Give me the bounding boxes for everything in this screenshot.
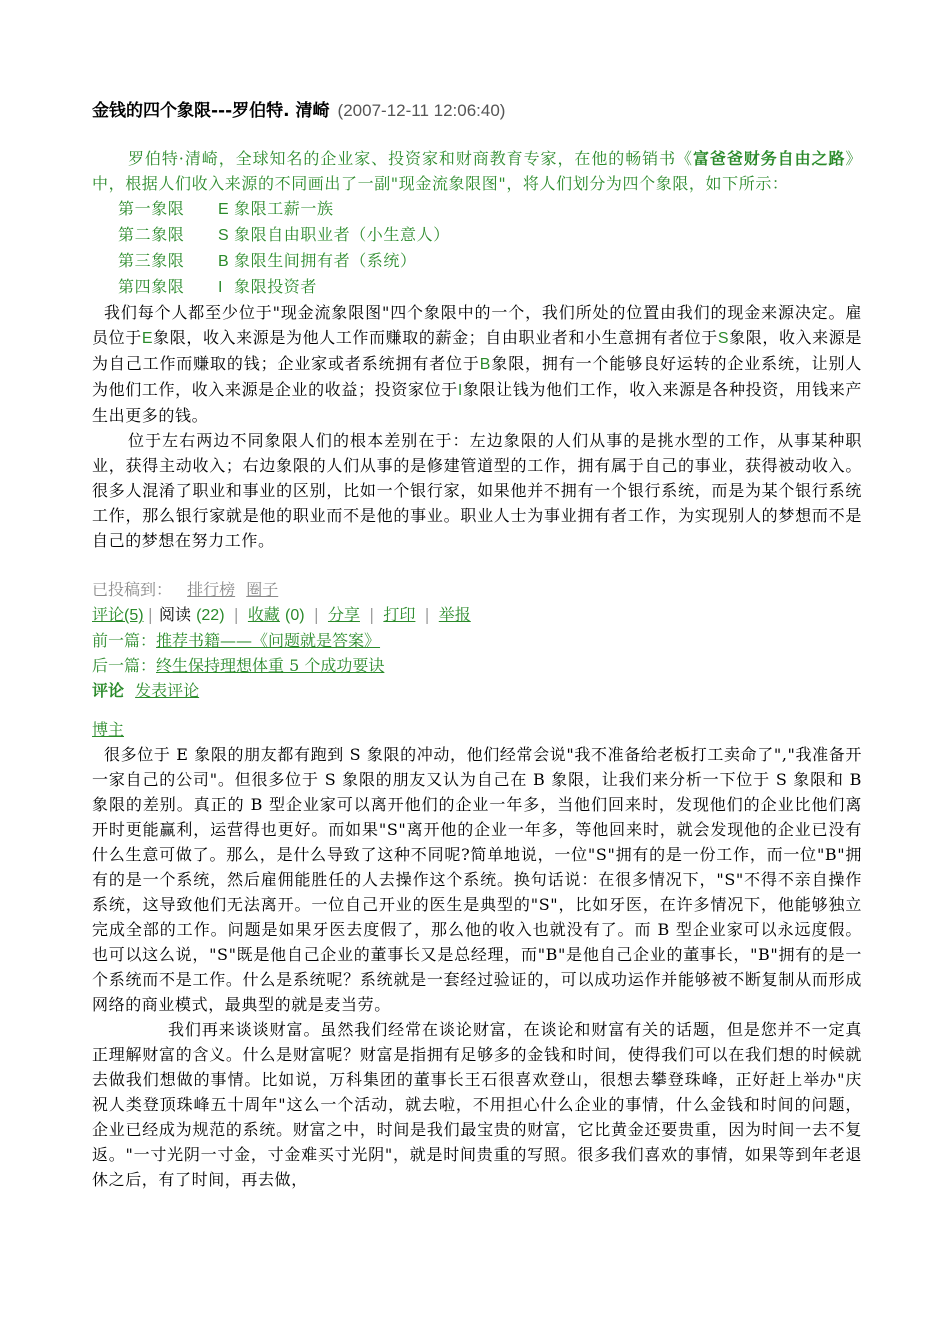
article-date: (2007-12-11 12:06:40): [337, 101, 506, 120]
spacer: [92, 553, 862, 577]
quadrant-letter: S: [218, 227, 230, 244]
quadrant-desc: 象限工薪一族: [234, 199, 334, 218]
book-title: 富爸爸财务自由之路: [692, 149, 846, 168]
action-row: [92, 602, 862, 628]
p1-letter-i: I: [457, 382, 463, 399]
p1-text: 象限，拥有一个能够良好运转的企业系统，让别人为他们工作，收入来源是企业的收益；投资家位于: [92, 354, 863, 399]
submitted-row: [92, 577, 862, 602]
next-label: 后一篇：: [92, 656, 157, 675]
intro-text-b: 》中，根据人们收入来源的不同画出了一副"现金流象限图"，将人们划分为四个象限，如下所示：: [92, 149, 862, 193]
quadrant-letter: B: [218, 253, 230, 270]
quadrant-item: [92, 196, 862, 222]
body-paragraph-1: [92, 300, 862, 428]
divider: |: [313, 605, 319, 624]
p1-text: 象限，收入来源是为他人工作而赚取的薪金；自由职业者和小生意拥有者位于: [153, 328, 718, 347]
print-link[interactable]: 打印: [383, 605, 416, 624]
comment-author-link[interactable]: 博主: [92, 720, 125, 739]
comments-label: 评论: [92, 681, 125, 700]
p1-text: 我们每个人都至少位于"现金流象限图"四个象限中的一个，我们所处的位置由我们的现金来源决定。雇员位于: [92, 303, 862, 347]
quadrant-label: 第四象限: [118, 277, 185, 296]
circle-wrap: [246, 580, 278, 599]
rank-wrap: [187, 580, 235, 599]
submitted-label: [92, 580, 172, 599]
p1-letter-e: E: [141, 330, 154, 347]
favorite-count: (0): [285, 607, 305, 624]
quadrant-label: 第三象限: [118, 251, 185, 270]
next-post-row: [92, 653, 862, 678]
quadrant-desc: 象限自由职业者（小生意人）: [234, 225, 450, 244]
divider: |: [147, 605, 153, 624]
prev-post-row: [92, 628, 862, 653]
rank-link[interactable]: 排行榜: [187, 580, 236, 599]
divider: |: [424, 605, 430, 624]
p1-text: 象限让钱为他们工作，收入来源是各种投资，用钱来产生出更多的钱。: [92, 380, 862, 425]
comments-row: [92, 678, 862, 703]
article-title: 金钱的四个象限---罗伯特. 清崎: [92, 101, 330, 121]
title-row: [92, 98, 862, 124]
quadrant-item: [92, 222, 862, 248]
article-content: [92, 98, 862, 1192]
comment-paragraph-2: 我们再来谈谈财富。虽然我们经常在谈论财富，在谈论和财富有关的话题，但是您并不一定真正理解财富的含义。什么是财富呢？财富是指拥有足够多的金钱和时间，使得我们可以在我们想的时候就去做我们想做的事情。比如说，万科集团的董事长王石很喜欢登山，很想去攀登珠峰，正好赶上举办"庆祝人类登顶珠峰五十周年"这么一个活动，就去啦，不用担心什么企业的事情，什么金钱和时间的问题，企业已经成为规范的系统。财富之中，时间是我们最宝贵的财富，它比黄金还要贵重，因为时间一去不复返。"一寸光阴一寸金，寸金难买寸光阴"，就是时间贵重的写照。很多我们喜欢的事情，如果等到年老退休之后，有了时间，再去做，: [92, 1020, 862, 1189]
next-post-link[interactable]: 终生保持理想体重 5 个成功要诀: [156, 656, 385, 675]
quadrant-item: [92, 248, 862, 274]
p1-letter-b: B: [479, 356, 492, 373]
quadrant-item: [92, 274, 862, 300]
p1-text: 象限，收入来源是为自己工作而赚取的钱；企业家或者系统拥有者位于: [92, 328, 862, 373]
read-count: (22): [196, 607, 225, 624]
intro-paragraph: [92, 146, 862, 196]
divider: |: [233, 605, 239, 624]
comment-paragraph-1: 很多位于 E 象限的朋友都有跑到 S 象限的冲动，他们经常会说"我不准备给老板打工卖命了","我准备开一家自己的公司"。但很多位于 S 象限的朋友又认为自己在 B 象限，让我们来分析一下位于 S 象限和 B 象限的差别。真正的 B 型企业家可以离开他们的企业一年多，当他们回来时，发现他们的企业比他们离开时更能赢利，运营得也更好。而如果"S"离开他的企业一年多，等他回来时，就会发现他的企业已没有什么生意可做了。那么，是什么导致了这种不同呢?简单地说，一位"S"拥有的是一份工作，而一位"B"拥有的是一个系统，然后雇佣能胜任的人去操作这个系统。换句话说：在很多情况下，"S"不得不亲自操作系统，这导致他们无法离开。一位自己开业的医生是典型的"S"，比如牙医，在许多情况下，他能够独立完成全部的工作。问题是如果牙医去度假了，那么他的收入也就没有了。而 B 型企业家可以永远度假。也可以这么说，"S"既是他自己企业的董事长又是总经理，而"B"是他自己企业的董事长，"B"拥有的是一个系统而不是工作。什么是系统呢？系统就是一套经过验证的，可以成功运作并能够被不断复制从而形成网络的商业模式，最典型的就是麦当劳。: [92, 745, 862, 1014]
post-comment-link[interactable]: 发表评论: [135, 681, 200, 700]
body-paragraph-2: 位于左右两边不同象限人们的根本差别在于：左边象限的人们从事的是挑水型的工作，从事某种职业，获得主动收入；右边象限的人们从事的是修建管道型的工作，拥有属于自己的事业，获得被动收入。很多人混淆了职业和事业的区别，比如一个银行家，如果他并不拥有一个银行系统，而是为某个银行系统工作，那么银行家就是他的职业而不是他的事业。职业人士为事业拥有者工作，为实现别人的梦想而不是自己的梦想在努力工作。: [92, 431, 862, 550]
quadrant-desc: 象限投资者: [234, 277, 318, 296]
prev-label: 前一篇：: [92, 631, 157, 650]
report-link[interactable]: 举报: [438, 605, 471, 624]
circle-link[interactable]: 圈子: [246, 580, 279, 599]
quadrant-letter: E: [218, 201, 230, 218]
intro-text-a: 罗伯特·清崎，全球知名的企业家、投资家和财商教育专家，在他的畅销书《: [128, 149, 693, 168]
p1-letter-s: S: [717, 330, 730, 347]
quadrant-desc: 象限生间拥有者（系统）: [234, 251, 417, 270]
read-label: 阅读: [158, 605, 191, 624]
quadrant-label: 第一象限: [118, 199, 185, 218]
submitted-label-text: 已投稿到：: [92, 580, 173, 599]
prev-post-link[interactable]: 推荐书籍——《问题就是答案》: [156, 631, 381, 650]
quadrant-letter: I: [218, 279, 224, 296]
quadrant-list: [92, 196, 862, 300]
comment-count-link[interactable]: 评论(5): [92, 607, 144, 624]
favorite-link[interactable]: 收藏: [247, 605, 280, 624]
share-link[interactable]: 分享: [327, 605, 360, 624]
quadrant-label: 第二象限: [118, 225, 185, 244]
divider: |: [368, 605, 375, 624]
